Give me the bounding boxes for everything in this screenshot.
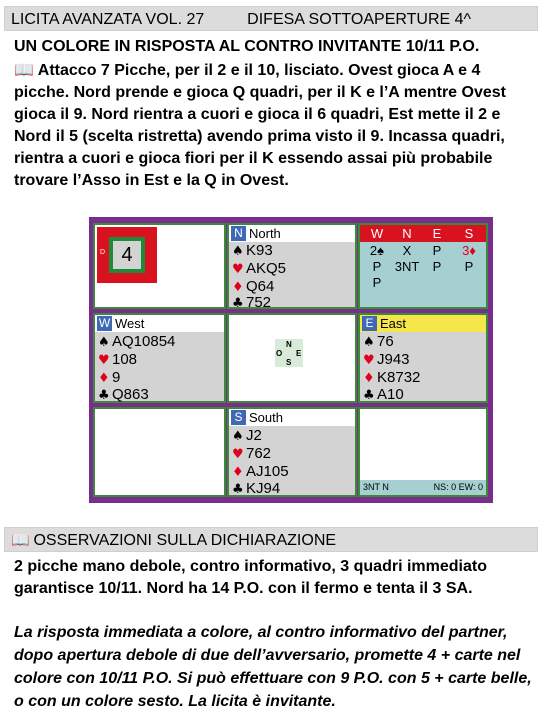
compass-rose: N O E S [276,340,302,367]
book-icon: 📖 [14,60,34,79]
spade-icon: ♠ [232,244,244,259]
empty-cell [93,407,226,497]
spade-icon: ♠ [363,335,375,350]
deal-diagram [89,217,493,503]
west-hand: W West ♠ AQ10854 ♥ 108 ♦ 9 ♣ Q863 [93,313,226,403]
west-label: W West [95,315,224,332]
board-inner [109,237,145,273]
section-note: La risposta immediata a colore, al contro informativo del partner, dopo apertura debole di due dell’avversario, promette 4 + carte nel colore con 10/11 P.O. Si può effettuare con 9 P.O. con 5 + carte belle, o con un colore sesto. La licita è invitante. [14,624,532,710]
board-cell [93,223,226,309]
book-title: LICITA AVANZATA VOL. 27 [11,11,205,28]
bidding-box [358,223,488,309]
heart-icon: ♥ [98,353,110,368]
board-number: 4 [113,241,141,269]
intro-text [14,59,532,192]
bidding-row: 2♠ X P 3♦ [369,243,476,258]
north-label: N North [229,225,355,242]
board-badge [97,227,157,283]
dealer-mark: D [100,249,106,256]
heart-icon: ♥ [232,262,244,277]
bidding-row: P 3NT P P [372,259,474,274]
book-icon: 📖 [11,531,30,549]
result-bar [360,480,486,495]
diamond-icon: ♦ [232,280,244,295]
heart-icon: ♥ [363,353,375,368]
section-title: OSSERVAZIONI SULLA DICHIARAZIONE [33,532,337,549]
club-icon: ♣ [363,388,375,403]
spade-icon: ♠ [232,429,244,444]
contract: 3NT N [363,482,389,492]
diamond-icon: ♦ [232,465,244,480]
chapter-title: DIFESA SOTTOAPERTURE 4^ [247,11,472,28]
club-icon: ♣ [98,388,110,403]
spade-icon: ♠ [98,335,110,350]
bidding-header: W N E S [360,225,486,242]
north-hand: N North ♠ K93 ♥ AKQ5 ♦ Q64 ♣ 752 [227,223,357,309]
result-cell [358,407,488,497]
bidding-row: P [372,275,382,290]
title-bar [4,6,538,31]
east-hand: E East ♠ 76 ♥ J943 ♦ K8732 ♣ A10 [358,313,488,403]
intro-heading: UN COLORE IN RISPOSTA AL CONTRO INVITANTE 10/11 P.O. [14,38,480,55]
heart-icon: ♥ [232,447,244,462]
club-icon: ♣ [232,296,244,311]
score: NS: 0 EW: 0 [433,482,483,492]
section-text: 2 picche mano debole, contro informativo, 3 quadri immediato garantisce 10/11. Nord ha 14 P.O. con il fermo e tenta il 3 SA. [14,558,487,597]
south-label: S South [229,409,355,426]
east-label: E East [360,315,486,332]
south-hand: S South ♠ J2 ♥ 762 ♦ AJ105 ♣ KJ94 [227,407,357,497]
club-icon: ♣ [232,482,244,497]
diamond-icon: ♦ [98,371,110,386]
diamond-icon: ♦ [363,371,375,386]
compass-cell [227,313,357,403]
section-header [4,527,538,552]
intro-body: Attacco 7 Picche, per il 2 e il 10, lisciato. Ovest gioca A e 4 picche. Nord prende e gioca Q quadri, per il K e l’A mentre Ovest gioca il 9. Nord rientra a cuori e gioca il 6 quadri, Est mette il 2 e Nord il 5 (scelta ristretta) avendo prima visto il 9. Incassa quadri, rientra a cuori e gioca fiori per il K essendo assai più probabile trovare l’Asso in Est e la Q in Ovest. [14,62,506,189]
